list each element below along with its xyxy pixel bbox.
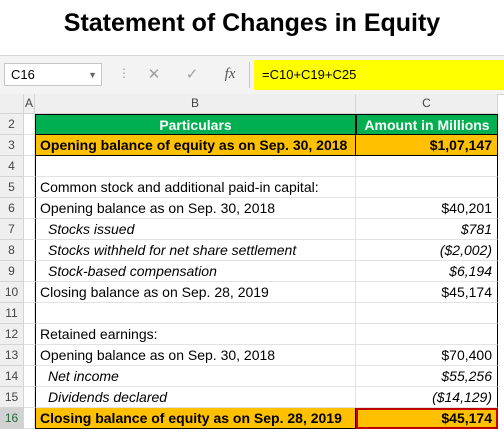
cell-particulars[interactable] (35, 156, 356, 177)
row-header[interactable]: 12 (0, 324, 24, 345)
cell-a[interactable] (24, 114, 35, 135)
row-header[interactable]: 4 (0, 156, 24, 177)
row-header[interactable]: 14 (0, 366, 24, 387)
row-header[interactable]: 3 (0, 135, 24, 156)
table-row (0, 345, 504, 366)
cell-amount[interactable]: ($2,002) (356, 240, 498, 261)
cell-particulars[interactable]: Common stock and additional paid-in capital: (35, 177, 356, 198)
row-header[interactable]: 15 (0, 387, 24, 408)
selected-cell-amount[interactable]: $45,174 (356, 408, 498, 429)
insert-function-icon[interactable]: fx (224, 66, 236, 82)
name-box-value: C16 (11, 67, 35, 82)
cell-amount[interactable] (356, 324, 498, 345)
table-row (0, 387, 504, 408)
cell-particulars[interactable]: Closing balance of equity as on Sep. 28, 2019 (35, 408, 356, 429)
row-header[interactable]: 7 (0, 219, 24, 240)
cancel-icon[interactable]: ✕ (147, 66, 161, 83)
cell-a[interactable] (24, 408, 35, 429)
cell-a[interactable] (24, 303, 35, 324)
table-row (0, 282, 504, 303)
column-header-c[interactable]: C (356, 94, 498, 114)
cell-a[interactable] (24, 156, 35, 177)
name-box[interactable] (4, 63, 102, 86)
cell-a[interactable] (24, 345, 35, 366)
cell-a[interactable] (24, 387, 35, 408)
cell-a[interactable] (24, 261, 35, 282)
table-row (0, 177, 504, 198)
column-header-a[interactable]: A (24, 94, 35, 114)
row-header[interactable]: 10 (0, 282, 24, 303)
cell-amount[interactable]: $40,201 (356, 198, 498, 219)
page-title: Statement of Changes in Equity (63, 9, 441, 37)
check-icon[interactable]: ✓ (185, 66, 199, 83)
row-header[interactable]: 13 (0, 345, 24, 366)
cell-amount[interactable]: $55,256 (356, 366, 498, 387)
cell-a[interactable] (24, 219, 35, 240)
cell-amount[interactable] (356, 303, 498, 324)
row-header[interactable]: 11 (0, 303, 24, 324)
cell-particulars[interactable]: Closing balance as on Sep. 28, 2019 (35, 282, 356, 303)
more-icon[interactable]: ⋮ (118, 66, 129, 80)
table-row (0, 135, 504, 156)
cell-particulars[interactable]: Stock-based compensation (35, 261, 356, 282)
formula-input[interactable]: =C10+C19+C25 (254, 60, 504, 90)
cell-amount[interactable]: $45,174 (356, 282, 498, 303)
cell-a[interactable] (24, 324, 35, 345)
cell-particulars[interactable]: Opening balance as on Sep. 30, 2018 (35, 198, 356, 219)
cell-a[interactable] (24, 135, 35, 156)
row-header[interactable]: 16 (0, 408, 24, 429)
chevron-down-icon[interactable]: ▼ (88, 70, 97, 80)
cell-particulars[interactable]: Retained earnings: (35, 324, 356, 345)
cell-particulars[interactable]: Stocks issued (35, 219, 356, 240)
table-row (0, 261, 504, 282)
cell-a[interactable] (24, 240, 35, 261)
cell-particulars[interactable]: Opening balance as on Sep. 30, 2018 (35, 345, 356, 366)
cell-a[interactable] (24, 282, 35, 303)
cell-amount[interactable]: $70,400 (356, 345, 498, 366)
table-row (0, 240, 504, 261)
cell-amount[interactable]: ($14,129) (356, 387, 498, 408)
cell-a[interactable] (24, 198, 35, 219)
cell-particulars[interactable]: Opening balance of equity as on Sep. 30, 2018 (35, 135, 356, 156)
row-header[interactable]: 9 (0, 261, 24, 282)
divider (249, 62, 250, 88)
cell-particulars[interactable]: Stocks withheld for net share settlement (35, 240, 356, 261)
table-row (0, 198, 504, 219)
table-row (0, 366, 504, 387)
table-row (0, 219, 504, 240)
row-header[interactable]: 8 (0, 240, 24, 261)
table-row (0, 156, 504, 177)
table-row (0, 114, 504, 135)
cell-amount[interactable]: $6,194 (356, 261, 498, 282)
cell-amount[interactable]: $1,07,147 (356, 135, 498, 156)
table-row (0, 408, 504, 429)
cell-amount[interactable] (356, 156, 498, 177)
cell-particulars[interactable] (35, 303, 356, 324)
cell-a[interactable] (24, 366, 35, 387)
cell-particulars[interactable]: Dividends declared (35, 387, 356, 408)
row-header[interactable]: 6 (0, 198, 24, 219)
row-header[interactable]: 5 (0, 177, 24, 198)
cell-amount[interactable]: Amount in Millions (356, 114, 498, 135)
formula-bar (0, 55, 504, 95)
row-header[interactable]: 2 (0, 114, 24, 135)
select-all-corner[interactable] (0, 94, 24, 114)
cell-particulars[interactable]: Net income (35, 366, 356, 387)
cell-particulars[interactable]: Particulars (35, 114, 356, 135)
table-row (0, 324, 504, 345)
cell-amount[interactable]: $781 (356, 219, 498, 240)
cell-amount[interactable] (356, 177, 498, 198)
table-row (0, 303, 504, 324)
cell-a[interactable] (24, 177, 35, 198)
column-header-b[interactable]: B (35, 94, 356, 114)
